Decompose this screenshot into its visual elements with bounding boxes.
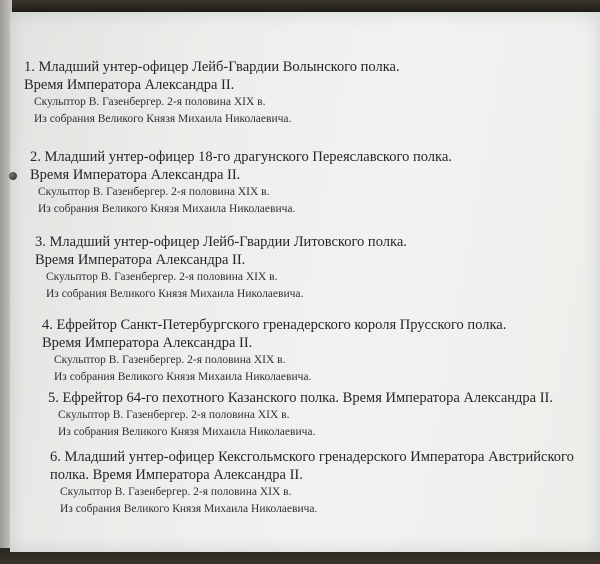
entry-sculptor: Скульптор В. Газенбергер. 2-я половина XIX в. (54, 354, 286, 366)
entry-title-continued: Время Императора Александра II. (42, 335, 253, 351)
entry-collection: Из собрания Великого Князя Михаила Николаевича. (54, 371, 312, 383)
label-entry-4 (42, 316, 506, 386)
entry-title: 6. Младший унтер-офицер Кексгольмского гренадерского Императора Австрийского (50, 449, 574, 465)
entry-collection: Из собрания Великого Князя Михаила Николаевича. (58, 426, 316, 438)
label-entry-2 (30, 148, 452, 218)
entry-title: 3. Младший унтер-офицер Лейб-Гвардии Литовского полка. (35, 234, 407, 250)
label-entry-1 (24, 58, 400, 128)
entry-sculptor: Скульптор В. Газенбергер. 2-я половина XIX в. (60, 486, 292, 498)
label-entry-5 (48, 389, 553, 441)
entry-collection: Из собрания Великого Князя Михаила Николаевича. (34, 113, 292, 125)
entry-sculptor: Скульптор В. Газенбергер. 2-я половина XIX в. (46, 271, 278, 283)
entry-collection: Из собрания Великого Князя Михаила Николаевича. (60, 503, 318, 515)
entry-collection: Из собрания Великого Князя Михаила Николаевича. (46, 288, 304, 300)
entry-title-continued: полка. Время Императора Александра II. (50, 467, 303, 483)
entry-sculptor: Скульптор В. Газенбергер. 2-я половина XIX в. (38, 186, 270, 198)
entry-title: 2. Младший унтер-офицер 18-го драгунского Переяславского полка. (30, 149, 452, 165)
entry-title-continued: Время Императора Александра II. (30, 167, 241, 183)
entry-sculptor: Скульптор В. Газенбергер. 2-я половина XIX в. (34, 96, 266, 108)
pin-icon (9, 172, 17, 180)
entry-sculptor: Скульптор В. Газенбергер. 2-я половина XIX в. (58, 409, 290, 421)
entry-title: 5. Ефрейтор 64-го пехотного Казанского полка. Время Императора Александра II. (48, 390, 553, 406)
entry-collection: Из собрания Великого Князя Михаила Николаевича. (38, 203, 296, 215)
label-entry-3 (35, 233, 407, 303)
entry-title: 1. Младший унтер-офицер Лейб-Гвардии Волынского полка. (24, 59, 400, 75)
entry-title-continued: Время Императора Александра II. (24, 77, 235, 93)
frame-top-edge (0, 0, 600, 12)
label-entry-6 (50, 448, 574, 518)
entry-title-continued: Время Императора Александра II. (35, 252, 246, 268)
entry-title: 4. Ефрейтор Санкт-Петербургского гренадерского короля Прусского полка. (42, 317, 507, 333)
